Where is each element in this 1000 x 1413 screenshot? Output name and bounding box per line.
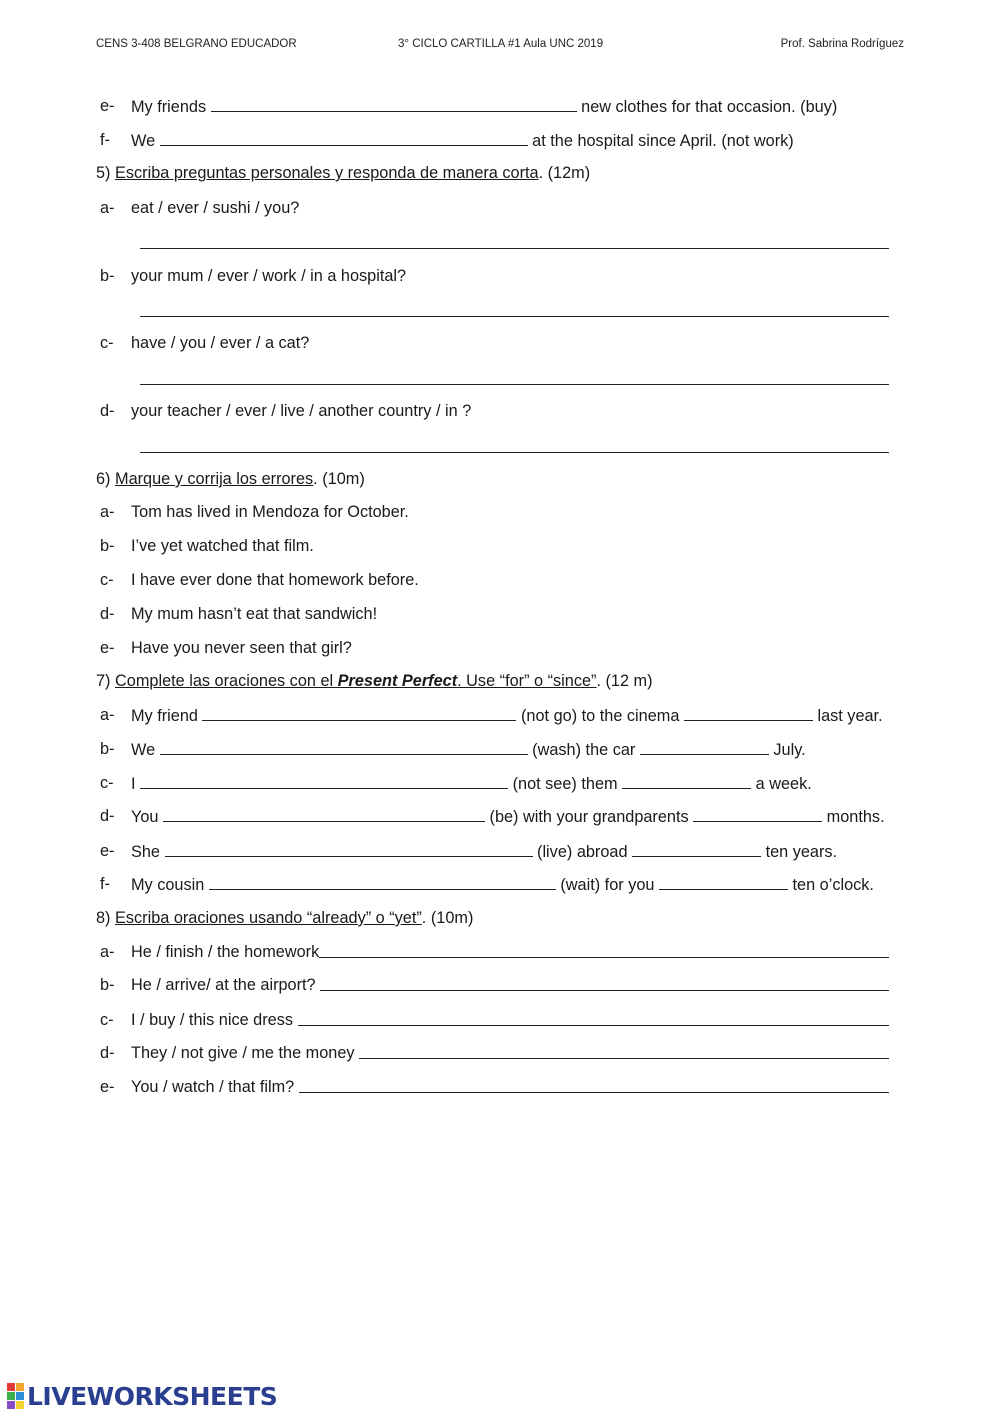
answer-blank[interactable] <box>211 96 577 112</box>
item-label: c- <box>100 774 114 792</box>
item-text: last year. <box>812 707 883 725</box>
item-label: d- <box>100 605 115 623</box>
item-text: (be) with your grandparents <box>485 808 694 826</box>
item-text[interactable]: I have ever done that homework before. <box>131 571 419 589</box>
item-label: b- <box>100 976 115 994</box>
item-text[interactable]: I’ve yet watched that film. <box>131 537 314 555</box>
item-text[interactable]: Have you never seen that girl? <box>131 639 352 657</box>
section-title-part: Complete las oraciones con el <box>115 672 338 690</box>
item-label: f- <box>100 131 110 149</box>
item-text: eat / ever / sushi / you? <box>131 199 300 217</box>
logo-block <box>16 1401 24 1409</box>
section-title: Marque y corrija los errores <box>115 470 314 488</box>
item-text: We <box>131 132 160 150</box>
item-text: new clothes for that occasion. (buy) <box>576 98 838 116</box>
liveworksheets-logo[interactable] <box>7 1381 277 1411</box>
item-label: a- <box>100 503 115 521</box>
item-text: July. <box>768 741 806 759</box>
item-text: (wash) the car <box>527 741 640 759</box>
logo-mark-icon <box>7 1383 24 1409</box>
section-title: Escriba preguntas personales y responda de manera corta <box>115 164 539 182</box>
section-points: . (12m) <box>538 164 591 182</box>
logo-block <box>7 1383 15 1391</box>
item-text: My friends <box>131 98 211 116</box>
item-label: e- <box>100 639 115 657</box>
item-text: (not see) them <box>508 775 623 793</box>
verb-blank[interactable] <box>140 773 508 789</box>
answer-line[interactable] <box>140 315 889 317</box>
item-label: d- <box>100 402 115 420</box>
logo-block <box>7 1401 15 1409</box>
section-title-part: . Use “for” o “since” <box>457 672 597 690</box>
answer-blank[interactable] <box>160 130 528 146</box>
item-label: e- <box>100 97 115 115</box>
header-course: 3° CICLO CARTILLA #1 Aula UNC 2019 <box>398 38 604 50</box>
item-text: at the hospital since April. (not work) <box>527 132 794 150</box>
item-text: your teacher / ever / live / another country / in ? <box>131 402 472 420</box>
item-subject: We <box>131 741 160 759</box>
logo-block <box>16 1392 24 1400</box>
item-text: I / buy / this nice dress <box>131 1011 298 1029</box>
page-header <box>0 38 1000 54</box>
answer-blank[interactable] <box>359 1043 889 1059</box>
section-number: 5) <box>96 164 116 182</box>
section-points: . (10m) <box>421 909 474 927</box>
for-since-blank[interactable] <box>659 874 788 890</box>
section-title <box>115 672 596 690</box>
item-text: You / watch / that film? <box>131 1078 299 1096</box>
item-label: e- <box>100 1078 115 1096</box>
verb-blank[interactable] <box>202 705 516 721</box>
item-text: have / you / ever / a cat? <box>131 334 310 352</box>
item-text: (wait) for you <box>555 876 659 894</box>
item-text: (live) abroad <box>532 843 633 861</box>
item-subject: She <box>131 843 165 861</box>
item-label: a- <box>100 199 115 217</box>
logo-block <box>16 1383 24 1391</box>
item-text[interactable]: Tom has lived in Mendoza for October. <box>131 503 409 521</box>
for-since-blank[interactable] <box>622 773 751 789</box>
answer-line[interactable] <box>140 247 889 249</box>
logo-block <box>7 1392 15 1400</box>
verb-blank[interactable] <box>165 841 533 857</box>
for-since-blank[interactable] <box>693 806 822 822</box>
item-subject: My friend <box>131 707 203 725</box>
answer-blank[interactable] <box>298 1010 889 1026</box>
section-number: 6) <box>96 470 116 488</box>
item-label: a- <box>100 706 115 724</box>
item-label: b- <box>100 740 115 758</box>
item-label: f- <box>100 875 110 893</box>
item-text: He / finish / the homework <box>131 943 320 961</box>
item-label: d- <box>100 807 115 825</box>
item-label: c- <box>100 571 114 589</box>
item-label: d- <box>100 1044 115 1062</box>
item-subject: You <box>131 808 163 826</box>
item-text: months. <box>822 808 885 826</box>
verb-blank[interactable] <box>160 739 528 755</box>
section-number: 8) <box>96 909 116 927</box>
section-points: . (10m) <box>313 470 365 488</box>
verb-blank[interactable] <box>163 806 485 822</box>
item-text: ten o’clock. <box>787 876 874 894</box>
item-text[interactable]: My mum hasn’t eat that sandwich! <box>131 605 378 623</box>
item-text: They / not give / me the money <box>131 1044 360 1062</box>
item-subject: My cousin <box>131 876 209 894</box>
item-label: b- <box>100 537 115 555</box>
item-label: e- <box>100 842 115 860</box>
header-teacher: Prof. Sabrina Rodríguez <box>780 38 904 50</box>
logo-text: LIVEWORKSHEETS <box>27 1381 278 1411</box>
section-number: 7) <box>96 672 116 690</box>
verb-blank[interactable] <box>209 874 556 890</box>
section-points: . (12 m) <box>596 672 653 690</box>
for-since-blank[interactable] <box>640 739 769 755</box>
item-text: a week. <box>751 775 812 793</box>
item-label: c- <box>100 1011 114 1029</box>
item-text: ten years. <box>761 843 838 861</box>
for-since-blank[interactable] <box>632 841 761 857</box>
answer-line[interactable] <box>140 451 889 453</box>
item-text: your mum / ever / work / in a hospital? <box>131 267 407 285</box>
item-label: a- <box>100 943 115 961</box>
header-school: CENS 3-408 BELGRANO EDUCADOR <box>96 38 297 50</box>
answer-blank[interactable] <box>299 1077 889 1093</box>
answer-line[interactable] <box>140 383 889 385</box>
answer-blank[interactable] <box>320 975 889 991</box>
answer-blank[interactable] <box>319 942 889 958</box>
item-label: b- <box>100 267 115 285</box>
section-title: Escriba oraciones usando “already” o “yet” <box>115 909 422 927</box>
item-subject: I <box>131 775 141 793</box>
for-since-blank[interactable] <box>684 705 813 721</box>
item-text: (not go) to the cinema <box>516 707 684 725</box>
item-label: c- <box>100 334 114 352</box>
item-text: He / arrive/ at the airport? <box>131 976 321 994</box>
section-title-tense: Present Perfect <box>337 672 458 690</box>
